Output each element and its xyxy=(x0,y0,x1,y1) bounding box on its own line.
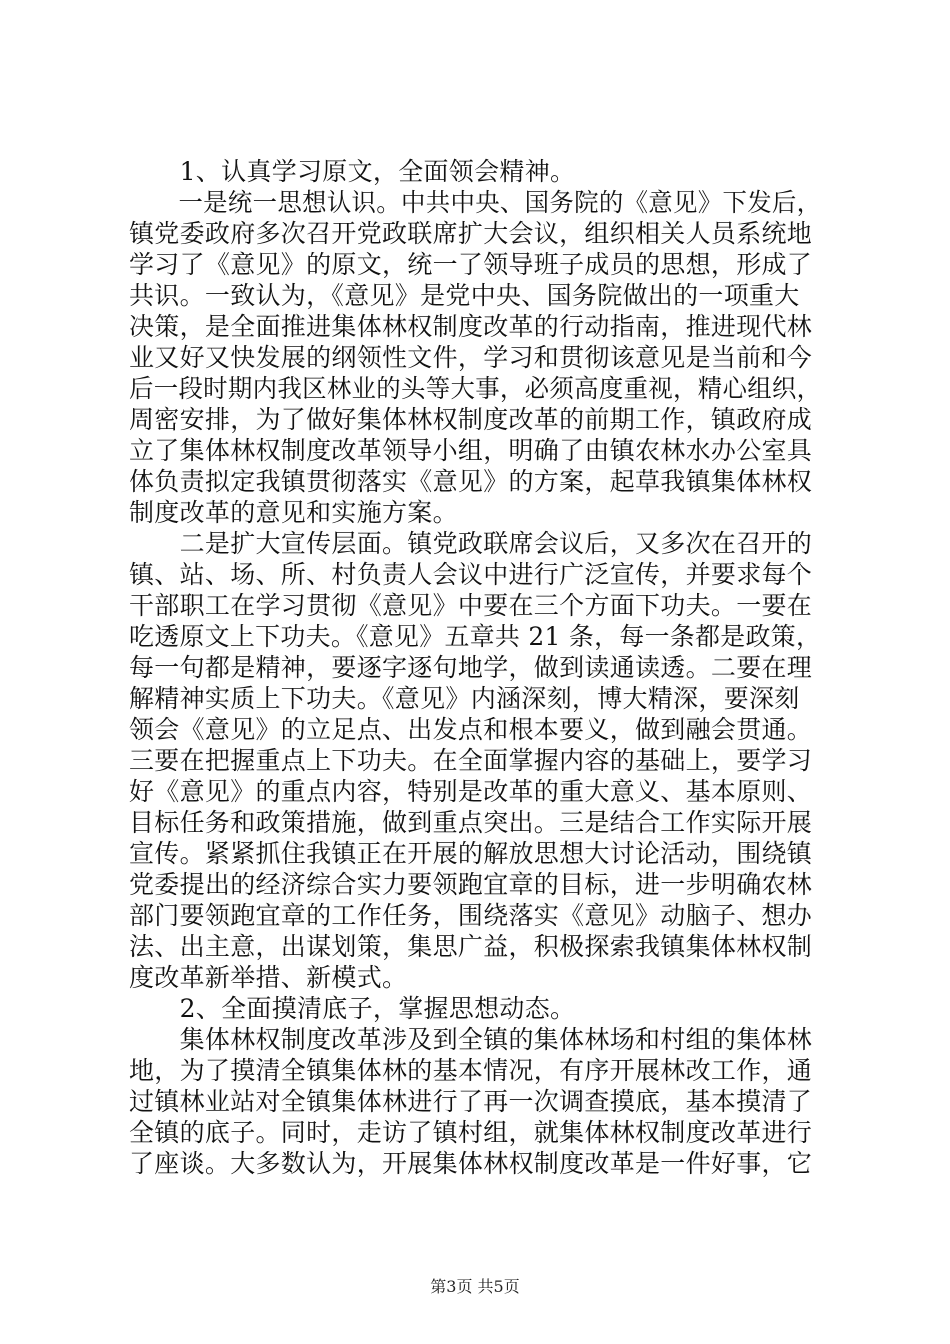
paragraph-line: 学习了《意见》的原文，统一了领导班子成员的思想，形成了 xyxy=(129,250,813,279)
paragraph-line: 吃透原文上下功夫。《意见》五章共 21 条，每一条都是政策， xyxy=(129,622,822,651)
paragraph-line: 周密安排，为了做好集体林权制度改革的前期工作，镇政府成 xyxy=(129,405,813,434)
paragraph-line: 共识。一致认为，《意见》是党中央、国务院做出的一项重大 xyxy=(129,281,800,310)
paragraph-line: 制度改革的意见和实施方案。 xyxy=(129,498,458,527)
paragraph-line: 党委提出的经济综合实力要领跑宜章的目标，进一步明确农林 xyxy=(129,870,813,899)
paragraph-line: 部门要领跑宜章的工作任务，围绕落实《意见》动脑子、想办 xyxy=(129,901,813,930)
paragraph-line: 领会《意见》的立足点、出发点和根本要义，做到融会贯通。 xyxy=(129,715,813,744)
paragraph-line: 后一段时期内我区林业的头等大事，必须高度重视，精心组织， xyxy=(129,374,822,403)
paragraph-line: 过镇林业站对全镇集体林进行了再一次调查摸底，基本摸清了 xyxy=(129,1087,813,1116)
paragraph-line: 业又好又快发展的纲领性文件，学习和贯彻该意见是当前和今 xyxy=(129,343,813,372)
paragraph-line: 镇、站、场、所、村负责人会议中进行广泛宣传，并要求每个 xyxy=(129,560,813,589)
paragraph-line: 法、出主意，出谋划策，集思广益，积极探索我镇集体林权制 xyxy=(129,932,813,961)
paragraph-line: 每一句都是精神，要逐字逐句地学，做到读通读透。二要在理 xyxy=(129,653,813,682)
paragraph-line: 一是统一思想认识。中共中央、国务院的《意见》下发后， xyxy=(129,188,822,217)
paragraph-line: 2、全面摸清底子，掌握思想动态。 xyxy=(129,994,576,1023)
paragraph-line: 三要在把握重点上下功夫。在全面掌握内容的基础上，要学习 xyxy=(129,746,813,775)
paragraph-line: 好《意见》的重点内容，特别是改革的重大意义、基本原则、 xyxy=(129,777,813,806)
paragraph-line: 二是扩大宣传层面。镇党政联席会议后，又多次在召开的 xyxy=(129,529,813,558)
paragraph-line: 干部职工在学习贯彻《意见》中要在三个方面下功夫。一要在 xyxy=(129,591,813,620)
paragraph-line: 立了集体林权制度改革领导小组，明确了由镇农林水办公室具 xyxy=(129,436,813,465)
paragraph-line: 体负责拟定我镇贯彻落实《意见》的方案，起草我镇集体林权 xyxy=(129,467,813,496)
paragraph-line: 了座谈。大多数认为，开展集体林权制度改革是一件好事，它 xyxy=(129,1149,813,1178)
paragraph-line: 镇党委政府多次召开党政联席扩大会议，组织相关人员系统地 xyxy=(129,219,813,248)
paragraph-line: 集体林权制度改革涉及到全镇的集体林场和村组的集体林 xyxy=(129,1025,813,1054)
paragraph-line: 全镇的底子。同时，走访了镇村组，就集体林权制度改革进行 xyxy=(129,1118,813,1147)
paragraph-line: 地，为了摸清全镇集体林的基本情况，有序开展林改工作，通 xyxy=(129,1056,813,1085)
paragraph-line: 宣传。紧紧抓住我镇正在开展的解放思想大讨论活动，围绕镇 xyxy=(129,839,813,868)
paragraph-line: 1、认真学习原文，全面领会精神。 xyxy=(129,157,576,186)
paragraph-line: 度改革新举措、新模式。 xyxy=(129,963,408,992)
page-number-footer: 第3页 共5页 xyxy=(430,1277,520,1296)
paragraph-line: 决策，是全面推进集体林权制度改革的行动指南，推进现代林 xyxy=(129,312,813,341)
paragraph-line: 目标任务和政策措施，做到重点突出。三是结合工作实际开展 xyxy=(129,808,813,837)
paragraph-line: 解精神实质上下功夫。《意见》内涵深刻，博大精深，要深刻 xyxy=(129,684,800,713)
